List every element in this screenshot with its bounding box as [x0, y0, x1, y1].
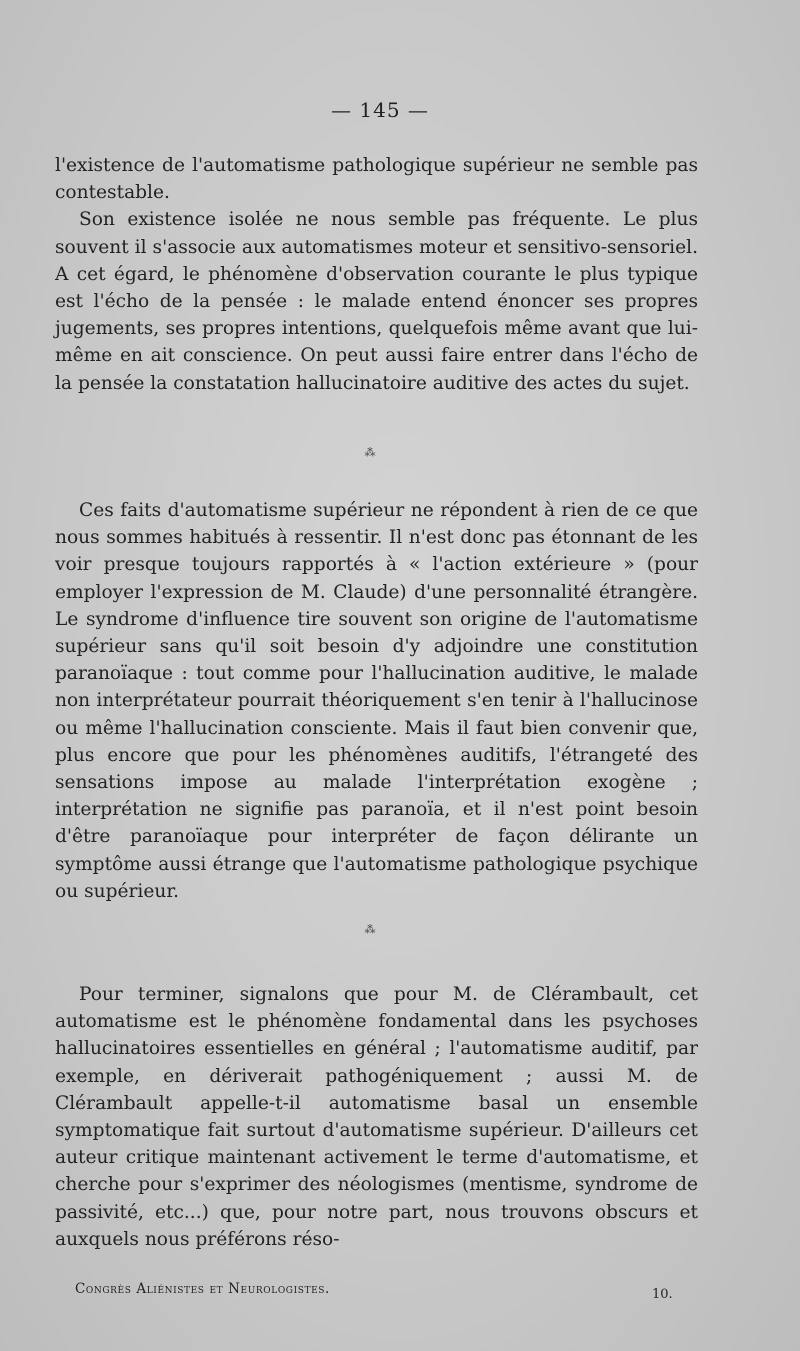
section-separator: ⁂: [364, 923, 376, 936]
running-footer-title: Congrès Aliénistes et Neurologistes.: [75, 1281, 330, 1297]
signature-mark: 10.: [652, 1287, 673, 1302]
section-separator: ⁂: [364, 446, 376, 459]
text-block-3: [55, 981, 698, 1253]
text-block-1: [55, 152, 698, 397]
paragraph: Son existence isolée ne nous semble pas fréquente. Le plus souvent il s'associe aux automatismes moteur et sensitivo-sensoriel. A cet égard, le phénomène d'observation courante le plus typique est l'écho de la pensée : le malade entend énoncer ses propres jugements, ses propres intentions, quelquefois même avant que lui-même en ait conscience. On peut aussi faire entrer dans l'écho de la pensée la constatation hallucinatoire auditive des actes du sujet.: [55, 209, 698, 394]
text-block-2: [55, 497, 698, 905]
paragraph: Ces faits d'automatisme supérieur ne répondent à rien de ce que nous sommes habitués à ressentir. Il n'est donc pas étonnant de les voir presque toujours rapportés à « l'action extérieure » (pour employer l'expression de M. Claude) d'une personnalité étrangère. Le syndrome d'influence tire souvent son origine de l'automatisme supérieur sans qu'il soit besoin d'y adjoindre une constitution paranoïaque : tout comme pour l'hallucination auditive, le malade non interprétateur pourrait théoriquement s'en tenir à l'hallucinose ou même l'hallucination consciente. Mais il faut bien convenir que, plus encore que pour les phénomènes auditifs, l'étrangeté des sensations impose au malade l'interprétation exogène ; interprétation ne signifie pas paranoïa, et il n'est point besoin d'être paranoïaque pour interpréter de façon délirante un symptôme aussi étrange que l'automatisme pathologique psychique ou supérieur.: [55, 500, 698, 902]
paragraph: Pour terminer, signalons que pour M. de Clérambault, cet automatisme est le phénomène fondamental dans les psychoses hallucinatoires essentielles en général ; l'automatisme auditif, par exemple, en dériverait pathogéniquement ; aussi M. de Clérambault appelle-t-il automatisme basal un ensemble symptomatique fait surtout d'automatisme supérieur. D'ailleurs cet auteur critique maintenant activement le terme d'automatisme, et cherche pour s'exprimer des néologismes (mentisme, syndrome de passivité, etc...) que, pour notre part, nous trouvons obscurs et auxquels nous préférons réso-: [55, 984, 698, 1250]
page-number: — 145 —: [331, 98, 429, 122]
paragraph-continuation: l'existence de l'automatisme pathologique supérieur ne semble pas contestable.: [55, 155, 698, 204]
